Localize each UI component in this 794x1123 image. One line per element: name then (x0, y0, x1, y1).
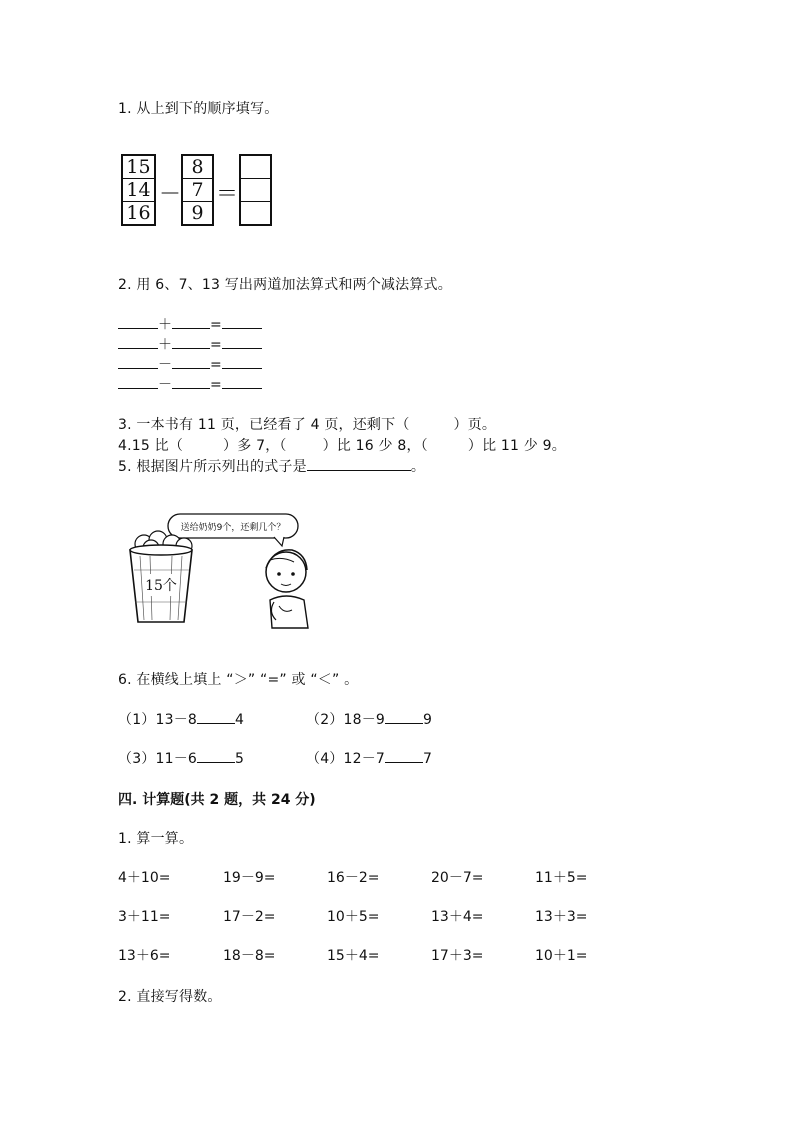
operator: － (158, 377, 172, 393)
direct-title: 2. 直接写得数。 (118, 989, 222, 1005)
compare-item (306, 709, 432, 729)
basket-label: 15个 (145, 578, 177, 594)
blank-line[interactable] (118, 375, 158, 389)
col-a-cell: 14 (123, 179, 154, 202)
q4-text: ）比 16 少 8，（ (322, 438, 428, 454)
basket-girl-illustration (124, 510, 324, 635)
q3 (118, 414, 496, 434)
compare-tail: 7 (423, 751, 433, 767)
calc-item: 19－9= (223, 870, 276, 886)
q4-text: 4.15 比（ (118, 438, 184, 454)
q1-title: 1. 从上到下的顺序填写。 (118, 101, 279, 117)
col-b-cell: 9 (191, 202, 204, 224)
calc-item: 11＋5= (535, 870, 588, 886)
speech-bubble-tail (274, 537, 284, 546)
calc-item: 13＋6= (118, 948, 171, 964)
calc-item: 4＋10= (118, 870, 171, 886)
blank-line[interactable] (118, 335, 158, 349)
q5-text-end: 。 (410, 459, 426, 475)
blank-line[interactable] (222, 355, 262, 369)
q4 (118, 435, 566, 455)
answer-line[interactable] (307, 457, 411, 471)
compare-tail: 9 (423, 712, 433, 728)
answer-line[interactable] (197, 710, 235, 724)
q5 (118, 456, 425, 476)
equals-sign: ＝ (216, 182, 239, 207)
col-a-cell: 16 (126, 202, 151, 224)
calc-item: 3＋11= (118, 909, 171, 925)
q6-title: 6. 在横线上填上 “＞” “=” 或 “＜” 。 (118, 672, 359, 688)
q3-text: 3. 一本书有 11 页，已经看了 4 页，还剩下（ (118, 417, 410, 433)
blank-line[interactable] (172, 335, 210, 349)
calc-item: 10＋1= (535, 948, 588, 964)
q3-text-end: ）页。 (453, 417, 497, 433)
compare-item (118, 748, 244, 768)
answer-cell[interactable] (241, 202, 270, 224)
compare-label: （3）11－6 (118, 751, 198, 767)
number-column-a (121, 154, 156, 226)
operator: ＋ (158, 337, 172, 353)
answer-column[interactable] (239, 154, 272, 226)
operator: = (210, 377, 222, 393)
calc-item: 16－2= (327, 870, 380, 886)
calc-item: 20－7= (431, 870, 484, 886)
compare-label: （2）18－9 (306, 712, 386, 728)
compare-item (118, 709, 244, 729)
compare-tail: 5 (235, 751, 245, 767)
operator: ＋ (158, 317, 172, 333)
compare-label: （4）12－7 (306, 751, 386, 767)
calc-item: 10＋5= (327, 909, 380, 925)
blank-line[interactable] (172, 355, 210, 369)
blank-line[interactable] (118, 315, 158, 329)
col-b-cell: 8 (183, 156, 212, 179)
q4-text: ）比 11 少 9。 (467, 438, 566, 454)
blank-line[interactable] (222, 335, 262, 349)
compare-label: （1）13－8 (118, 712, 198, 728)
compare-item (306, 748, 432, 768)
calc-item: 17－2= (223, 909, 276, 925)
operator: = (210, 357, 222, 373)
blank-line[interactable] (172, 315, 210, 329)
blank-line[interactable] (222, 375, 262, 389)
q4-text: ）多 7，（ (223, 438, 287, 454)
equation-row (118, 354, 262, 374)
answer-cell[interactable] (241, 156, 270, 179)
calc-item: 17＋3= (431, 948, 484, 964)
girl-body (270, 596, 308, 628)
operator: － (158, 357, 172, 373)
calc-item: 18－8= (223, 948, 276, 964)
q5-text: 5. 根据图片所示列出的式子是 (118, 459, 307, 475)
blank-line[interactable] (172, 375, 210, 389)
col-b-cell: 7 (183, 179, 212, 202)
equation-row (118, 374, 262, 394)
col-a-cell: 15 (123, 156, 154, 179)
operator: = (210, 337, 222, 353)
answer-line[interactable] (385, 710, 423, 724)
equation-row (118, 334, 262, 354)
q2-title: 2. 用 6、7、13 写出两道加法算式和两个减法算式。 (118, 277, 452, 293)
operator: = (210, 317, 222, 333)
equation-row (118, 314, 262, 334)
blank-line[interactable] (118, 355, 158, 369)
section-heading: 四. 计算题(共 2 题，共 24 分) (118, 792, 316, 808)
calc-title: 1. 算一算。 (118, 831, 194, 847)
number-column-b (181, 154, 214, 226)
answer-line[interactable] (197, 749, 235, 763)
speech-text: 送给奶奶9个，还剩几个？ (180, 523, 286, 533)
minus-sign: － (159, 182, 182, 207)
calc-item: 13＋4= (431, 909, 484, 925)
answer-line[interactable] (385, 749, 423, 763)
calc-item: 13＋3= (535, 909, 588, 925)
compare-tail: 4 (235, 712, 245, 728)
calc-item: 15＋4= (327, 948, 380, 964)
answer-cell[interactable] (241, 179, 270, 202)
blank-line[interactable] (222, 315, 262, 329)
